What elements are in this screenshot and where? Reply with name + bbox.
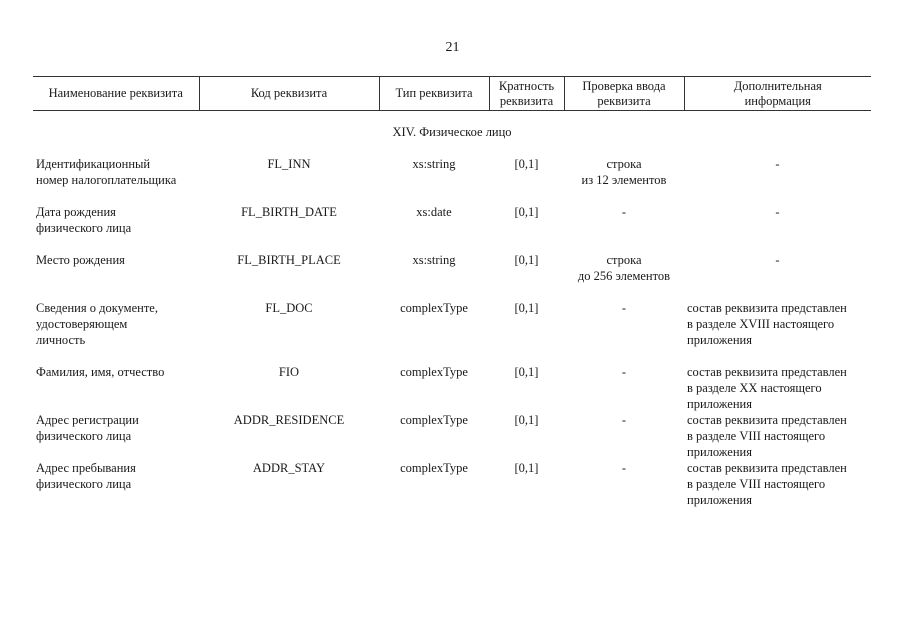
cell-code: FIO: [278, 365, 300, 379]
text-line: до 256 элементов: [577, 269, 671, 283]
table-header-row: [33, 77, 871, 111]
cell-info: [684, 156, 871, 204]
cell-check: [564, 156, 684, 204]
header-code: [199, 77, 379, 111]
text-line: Проверка ввода: [582, 78, 666, 93]
cell-info: [684, 364, 871, 412]
cell-multiplicity: [0,1]: [514, 205, 539, 219]
text-line: -: [621, 461, 627, 475]
text-line: информация: [744, 93, 811, 108]
text-line: из 12 элементов: [581, 173, 667, 187]
text-line: Дополнительная: [733, 78, 822, 93]
table-row: [33, 460, 871, 508]
cell-name: [33, 252, 199, 300]
text-line: приложения: [687, 493, 752, 507]
text-line: состав реквизита представлен: [687, 365, 847, 379]
cell-info: [684, 460, 871, 508]
table-row: [33, 364, 871, 412]
text-line: Кратность: [498, 78, 555, 93]
text-line: состав реквизита представлен: [687, 461, 847, 475]
cell-multiplicity: [0,1]: [514, 461, 539, 475]
text-line: состав реквизита представлен: [687, 413, 847, 427]
text-line: приложения: [687, 333, 752, 347]
text-line: Наименование реквизита: [48, 86, 183, 100]
cell-check: [564, 412, 684, 460]
header-multiplicity: [489, 77, 564, 111]
text-line: физического лица: [36, 429, 132, 443]
text-line: приложения: [687, 445, 752, 459]
cell-check: [564, 300, 684, 364]
cell-info: [684, 252, 871, 300]
cell-check: [564, 460, 684, 508]
text-line: -: [775, 157, 780, 171]
cell-name: [33, 300, 199, 364]
cell-name: [33, 364, 199, 412]
section-row: [33, 111, 871, 157]
text-line: в разделе XX настоящего: [687, 381, 822, 395]
cell-multiplicity: [0,1]: [514, 301, 539, 315]
header-check: [564, 77, 684, 111]
text-line: -: [621, 365, 627, 379]
cell-multiplicity: [0,1]: [514, 365, 539, 379]
cell-check: [564, 252, 684, 300]
text-line: Сведения о документе,: [36, 301, 158, 315]
text-line: в разделе XVIII настоящего: [687, 317, 835, 331]
text-line: -: [621, 301, 627, 315]
text-line: Идентификационный: [36, 157, 151, 171]
cell-type: complexType: [400, 413, 468, 427]
text-line: Адрес регистрации: [36, 413, 139, 427]
text-line: -: [621, 413, 627, 427]
cell-code: FL_BIRTH_DATE: [241, 205, 337, 219]
text-line: удостоверяющем: [36, 317, 128, 331]
text-line: Дата рождения: [36, 205, 116, 219]
text-line: физического лица: [36, 221, 132, 235]
page-number: 21: [445, 40, 460, 55]
text-line: Тип реквизита: [395, 86, 473, 100]
header-type: [379, 77, 489, 111]
text-line: приложения: [687, 397, 752, 411]
header-info: [684, 77, 871, 111]
cell-name: [33, 204, 199, 252]
cell-type: complexType: [400, 461, 468, 475]
cell-multiplicity: [0,1]: [514, 253, 539, 267]
text-line: -: [621, 205, 627, 219]
text-line: физического лица: [36, 477, 132, 491]
text-line: в разделе VIII настоящего: [687, 477, 826, 491]
requisites-table: [33, 76, 871, 508]
cell-code: FL_DOC: [265, 301, 313, 315]
text-line: Адрес пребывания: [36, 461, 136, 475]
cell-code: ADDR_STAY: [252, 461, 326, 475]
text-line: строка: [606, 157, 642, 171]
text-line: строка: [606, 253, 642, 267]
header-name: [33, 77, 199, 111]
text-line: реквизита: [597, 93, 651, 108]
text-line: состав реквизита представлен: [687, 301, 847, 315]
cell-type: xs:string: [412, 157, 456, 171]
text-line: -: [775, 253, 780, 267]
cell-info: [684, 204, 871, 252]
text-line: личность: [36, 333, 86, 347]
table-row: [33, 156, 871, 204]
table-row: [33, 300, 871, 364]
cell-code: ADDR_RESIDENCE: [233, 413, 345, 427]
cell-type: complexType: [400, 365, 468, 379]
text-line: Фамилия, имя, отчество: [36, 365, 165, 379]
text-line: реквизита: [499, 93, 554, 108]
table-row: [33, 412, 871, 460]
cell-check: [564, 204, 684, 252]
cell-info: [684, 412, 871, 460]
table-row: [33, 252, 871, 300]
text-line: Место рождения: [36, 253, 125, 267]
cell-type: xs:date: [416, 205, 452, 219]
section-title: XIV. Физическое лицо: [392, 125, 512, 139]
cell-name: [33, 412, 199, 460]
text-line: в разделе VIII настоящего: [687, 429, 826, 443]
cell-code: FL_BIRTH_PLACE: [237, 253, 341, 267]
cell-type: complexType: [400, 301, 468, 315]
text-line: номер налогоплательщика: [36, 173, 177, 187]
cell-multiplicity: [0,1]: [514, 157, 539, 171]
table-row: [33, 204, 871, 252]
cell-type: xs:string: [412, 253, 456, 267]
cell-code: FL_INN: [267, 157, 311, 171]
text-line: -: [775, 205, 780, 219]
cell-name: [33, 460, 199, 508]
cell-info: [684, 300, 871, 364]
text-line: Код реквизита: [250, 86, 328, 100]
cell-check: [564, 364, 684, 412]
cell-name: [33, 156, 199, 204]
cell-multiplicity: [0,1]: [514, 413, 539, 427]
